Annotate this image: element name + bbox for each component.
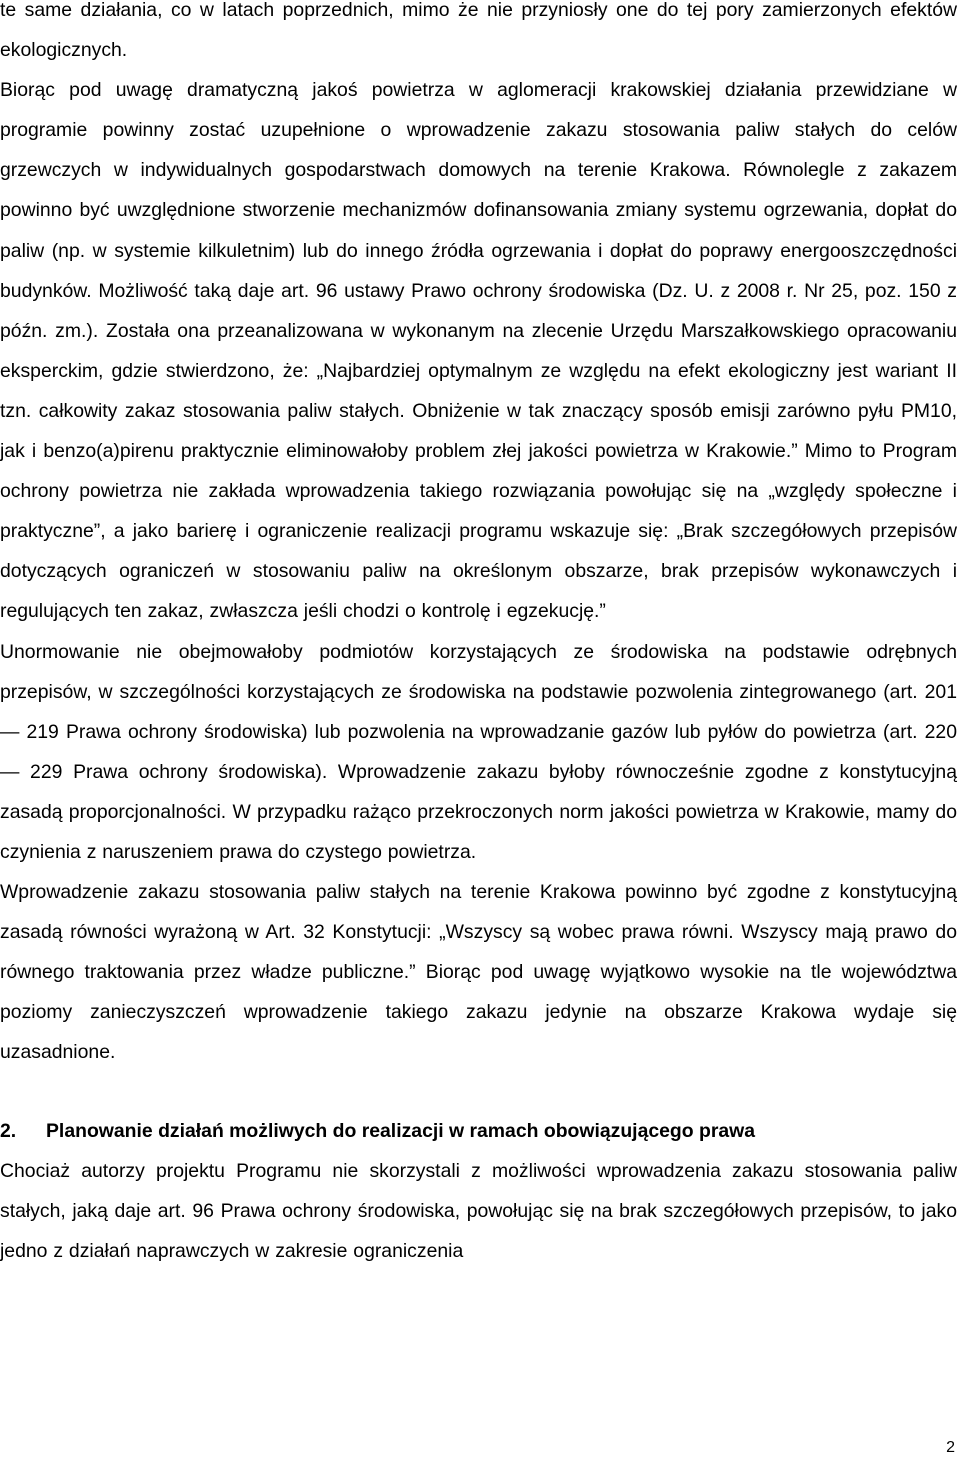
paragraph-section-body: Chociaż autorzy projektu Programu nie skorzystali z możliwości wprowadzenia zakazu stosowania paliw stałych, jaką daje art. 96 Prawa ochrony środowiska, powołując się na brak szczegółowych przepisów, to jako jedno z działań naprawczych w zakresie ograniczenia [0,1159,957,1262]
section-heading [0,1111,957,1151]
paragraph-regulation-scope: Unormowanie nie obejmowałoby podmiotów korzystających ze środowiska na podstawie odrębnych przepisów, w szczególności korzystających ze środowiska na podstawie pozwolenia zintegrowanego (art. 201 — 219 Prawa ochrony środowiska) lub pozwolenia na wprowadzanie gazów lub pyłów do powietrza (art. 220 — 229 Prawa ochrony środowiska). Wprowadzenie zakazu byłoby równocześnie zgodne z konstytucyjną zasadą proporcjonalności. W przypadku rażąco przekroczonych norm jakości powietrza w Krakowie, mamy do czynienia z naruszeniem prawa do czystego powietrza. [0,640,957,863]
section-spacer [0,1073,957,1111]
paragraph-continuation: te same działania, co w latach poprzednich, mimo że nie przyniosły one do tej pory zamierzonych efektów ekologicznych. [0,0,957,62]
section-title: Planowanie działań możliwych do realizacji w ramach obowiązującego prawa [46,1119,756,1142]
paragraph-equality-principle: Wprowadzenie zakazu stosowania paliw stałych na terenie Krakowa powinno być zgodne z konstytucyjną zasadą równości wyrażoną w Art. 32 Konstytucji: „Wszyscy są wobec prawa równi. Wszyscy mają prawo do równego traktowania przez władze publiczne.” Biorąc pod uwagę wyjątkowo wysokie na tle województwa poziomy zanieczyszczeń wprowadzenie takiego zakazu jedynie na obszarze Krakowa wydaje się uzasadnione. [0,881,957,1064]
section-number: 2. [0,1119,17,1142]
page-number: 2 [946,1439,955,1456]
paragraph-solid-fuel-ban: Biorąc pod uwagę dramatyczną jakoś powietrza w aglomeracji krakowskiej działania przewidziane w programie powinny zostać uzupełnione o wprowadzenie zakazu stosowania paliw stałych do celów grzewczych w indywidualnych gospodarstwach domowych na terenie Krakowa. Równolegle z zakazem powinno być uwzględnione stworzenie mechanizmów dofinansowania zmiany systemu ogrzewania, dopłat do paliw (np. w systemie kilkuletnim) lub do innego źródła ogrzewania i dopłat do poprawy energooszczędności budynków. Możliwość taką daje art. 96 ustawy Prawo ochrony środowiska (Dz. U. z 2008 r. Nr 25, poz. 150 z późn. zm.). Została ona przeanalizowana w wykonanym na zlecenie Urzędu Marszałkowskiego opracowaniu eksperckim, gdzie stwierdzono, że: „Najbardziej optymalnym ze względu na efekt ekologiczny jest wariant II tzn. całkowity zakaz stosowania paliw stałych. Obniżenie w tak znaczący sposób emisji zarówno pyłu PM10, jak i benzo(a)pirenu praktycznie eliminowałoby problem złej jakości powietrza w Krakowie.” Mimo to Program ochrony powietrza nie zakłada wprowadzenia takiego rozwiązania powołując się na „względy społeczne i praktyczne”, a jako barierę i ograniczenie realizacji programu wskazuje się: „Brak szczegółowych przepisów dotyczących ograniczeń w stosowaniu paliw na określonym obszarze, brak przepisów wykonawczych i regulujących ten zakaz, zwłaszcza jeśli chodzi o kontrolę i egzekucję.” [0,79,957,623]
